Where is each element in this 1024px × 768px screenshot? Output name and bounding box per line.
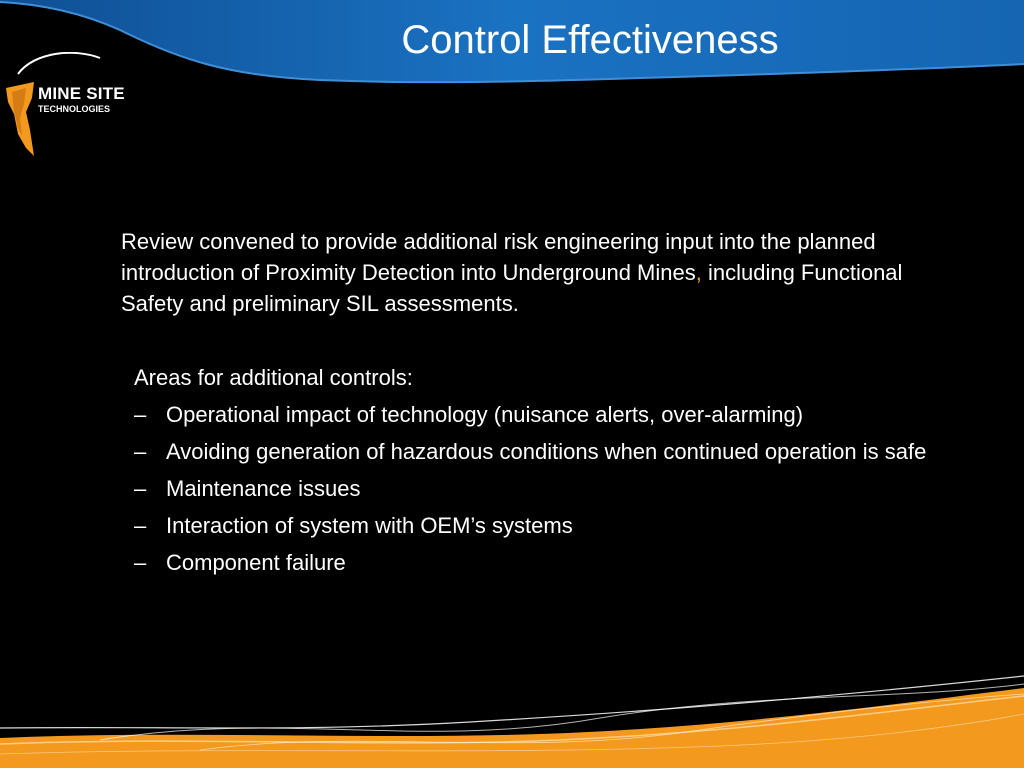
areas-list [134, 399, 994, 578]
areas-heading: Areas for additional controls: [134, 365, 413, 390]
list-item-text: Maintenance issues [166, 476, 361, 501]
list-item-text: Operational impact of technology (nuisance alerts, over-alarming) [166, 402, 804, 427]
list-item [134, 399, 994, 430]
intro-text-end: including Functional Safety and preliminary SIL assessments. [121, 260, 903, 316]
areas-section [134, 362, 994, 584]
intro-comma: , [695, 260, 702, 285]
intro-text: Review convened to provide additional risk engineering input into the planned introduction of Proximity Detection into Underground Mines [121, 229, 876, 285]
bullet-dash: – [134, 402, 147, 427]
list-item-text: Component failure [166, 550, 346, 575]
list-item-text: Interaction of system with OEM’s systems [166, 513, 573, 538]
list-item [134, 547, 994, 578]
list-item [134, 473, 994, 504]
bullet-dash: – [134, 550, 147, 575]
bullet-dash: – [134, 439, 147, 464]
list-item-text: Avoiding generation of hazardous conditions when continued operation is safe [166, 439, 927, 464]
logo-name-line1: MINE SITE [38, 84, 125, 103]
list-item [134, 436, 994, 467]
intro-paragraph [121, 226, 921, 319]
slide-title: Control Effectiveness [401, 18, 779, 62]
list-item [134, 510, 994, 541]
bullet-dash: – [134, 476, 147, 501]
footer-wave-decoration [0, 670, 1024, 768]
bullet-dash: – [134, 513, 147, 538]
logo-name-line2: TECHNOLOGIES [38, 104, 111, 114]
